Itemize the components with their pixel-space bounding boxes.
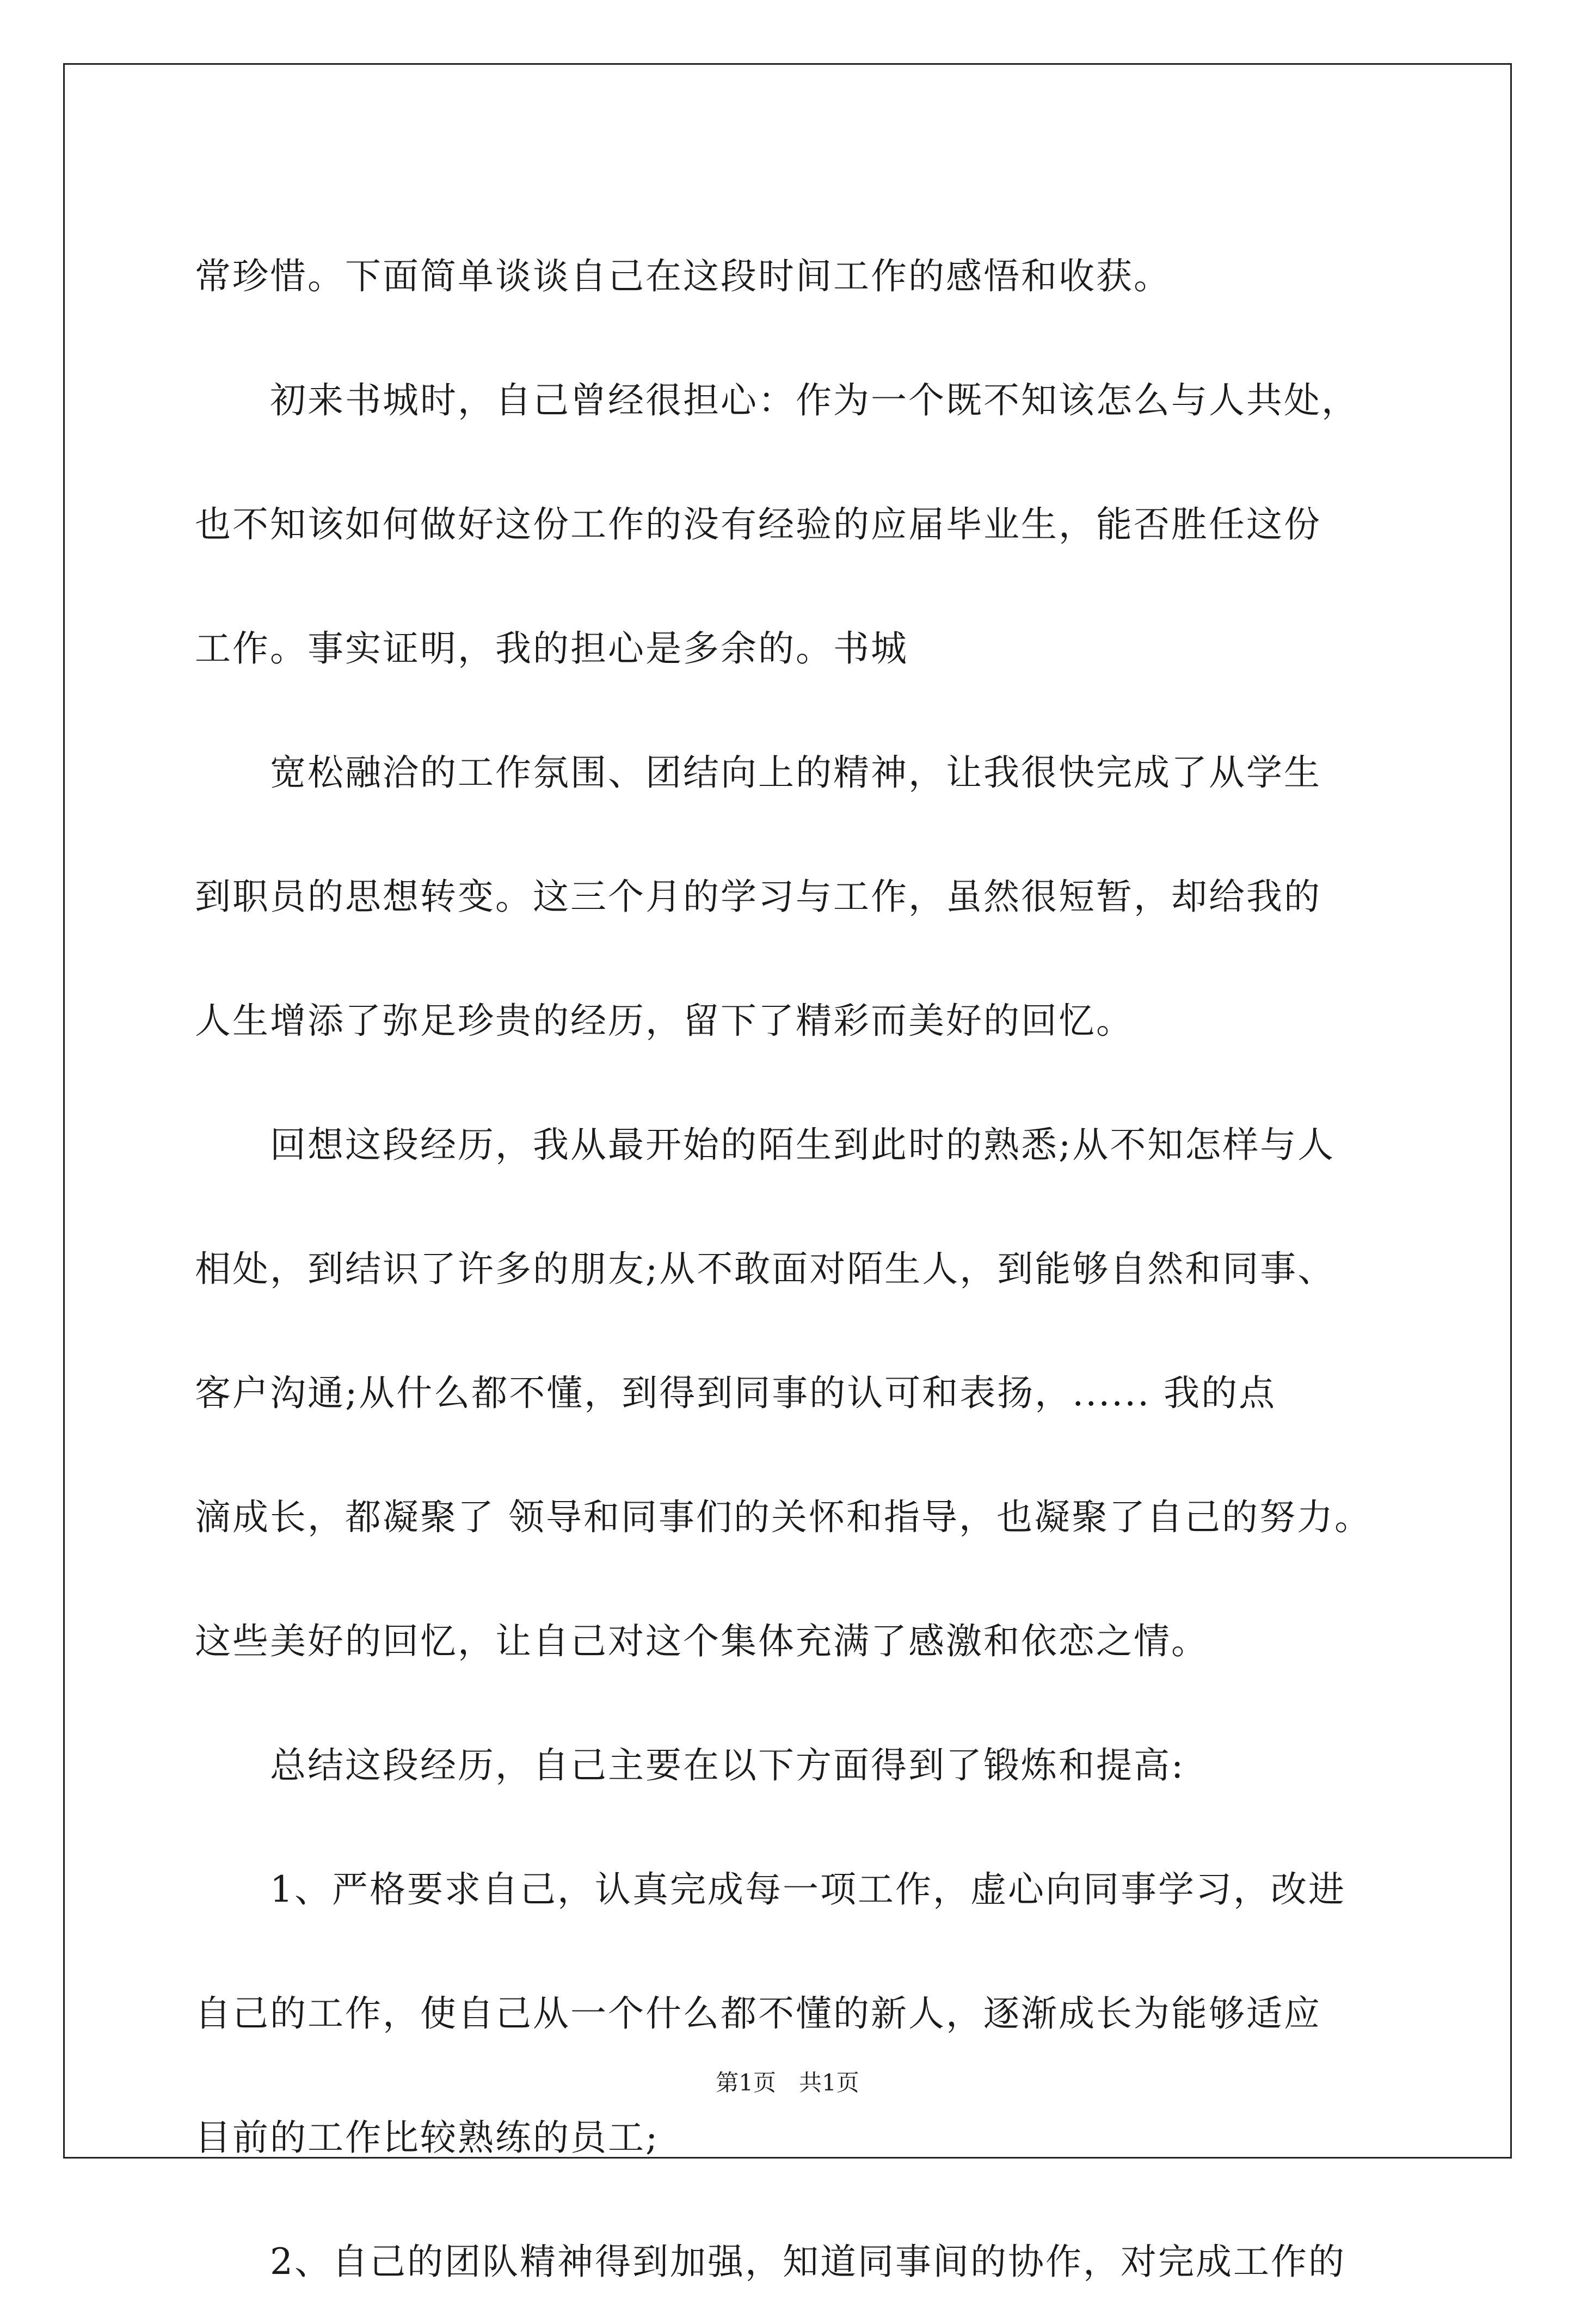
paragraph-1: 常珍惜。下面简单谈谈自己在这段时间工作的感悟和收获。 xyxy=(195,255,1171,297)
paragraph-5: 总结这段经历，自己主要在以下方面得到了锻炼和提高: xyxy=(195,1744,1185,1786)
document-body xyxy=(195,214,1392,2324)
paragraph-7: 2、自己的团队精神得到加强，知道同事间的协作，对完成工作的 xyxy=(195,2241,1346,2283)
paragraph-3: 宽松融洽的工作氛围、团结向上的精神，让我很快完成了从学生 到职员的思想转变。这三个月的学习与工作，虽然很短暂，却给我的 人生增添了弥足珍贵的经历，留下了精彩而美好的回忆。 xyxy=(195,752,1321,1042)
paragraph-6: 1、严格要求自己，认真完成每一项工作，虚心向同事学习，改进 自己的工作，使自己从一个什么都不懂的新人，逐渐成长为能够适应 目前的工作比较熟练的员工; xyxy=(195,1868,1346,2159)
page-footer: 第1页 共1页 xyxy=(716,2069,859,2096)
paragraph-2: 初来书城时，自己曾经很担心：作为一个既不知该怎么与人共处， 也不知该如何做好这份工作的没有经验的应届毕业生，能否胜任这份 工作。事实证明，我的担心是多余的。书城 xyxy=(195,379,1359,669)
paragraph-4: 回想这段经历，我从最开始的陌生到此时的熟悉;从不知怎样与人 相处，到结识了许多的朋友;从不敢面对陌生人，到能够自然和同事、 客户沟通;从什么都不懂，到得到同事的认可和表扬，...... 我的点 滴成长，都凝聚了 领导和同事们的关怀和指导，也凝聚了自己的努力。 这些美好的回忆，让自己对这个集体充满了感激和依恋之情。 xyxy=(195,1124,1372,1662)
